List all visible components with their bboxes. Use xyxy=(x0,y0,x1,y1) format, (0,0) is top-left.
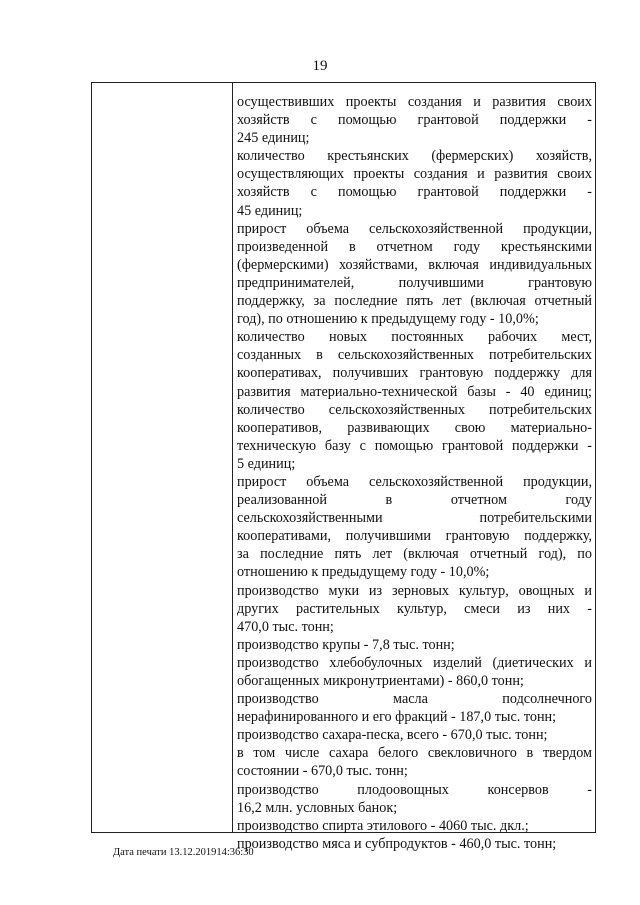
text-line: производство сахара-песка, всего - 670,0 тыс. тонн; xyxy=(237,727,548,744)
text-line: количество сельскохозяйственных потребительских xyxy=(237,401,592,418)
text-line: производство масла подсолнечного xyxy=(237,691,592,708)
text-line: 470,0 тыс. тонн; xyxy=(237,618,334,635)
text-line: производство крупы - 7,8 тыс. тонн; xyxy=(237,636,455,653)
text-line: в том числе сахара белого свекловичного в твердом xyxy=(237,745,592,762)
text-line: за последние пять лет (включая отчетный год), по xyxy=(237,546,592,563)
text-line: обогащенных микронутриентами) - 860,0 тонн; xyxy=(237,673,524,689)
text-line: производство муки из зерновых культур, овощных и xyxy=(237,582,592,599)
text-line: предпринимателей, получившими грантовую xyxy=(237,274,592,291)
indicators-text-cell xyxy=(237,93,592,853)
text-line: прирост объема сельскохозяйственной продукции, xyxy=(237,473,592,490)
text-line: (фермерскими) хозяйствами, включая индивидуальных xyxy=(237,256,592,273)
text-line: 16,2 млн. условных банок; xyxy=(237,799,398,816)
column-divider xyxy=(232,83,233,832)
text-line: год), по отношению к предыдущему году - 10,0%; xyxy=(237,311,539,328)
text-line: осуществляющих проекты создания и развития своих xyxy=(237,166,592,183)
text-line: кооперативов, развивающих свою материально- xyxy=(237,419,592,436)
text-line: хозяйств с помощью грантовой поддержки - xyxy=(237,184,592,201)
text-line: кооперативами, получившими грантовую поддержку, xyxy=(237,528,592,545)
text-line: хозяйств с помощью грантовой поддержки - xyxy=(237,112,592,129)
text-line: количество новых постоянных рабочих мест, xyxy=(237,329,592,346)
text-line: 5 единиц; xyxy=(237,455,296,472)
text-line: техническую базу с помощью грантовой поддержки - xyxy=(237,437,592,454)
text-line: производство спирта этилового - 4060 тыс. дкл.; xyxy=(237,817,529,834)
page-number: 19 xyxy=(312,58,328,74)
text-line: произведенной в отчетном году крестьянскими xyxy=(237,238,592,255)
text-line: сельскохозяйственными потребительскими xyxy=(237,510,592,527)
text-line: производство мяса и субпродуктов - 460,0 тыс. тонн; xyxy=(237,835,557,852)
text-line: поддержку, за последние пять лет (включая отчетный xyxy=(237,293,592,310)
text-line: осуществивших проекты создания и развития своих xyxy=(237,94,592,110)
text-line: количество крестьянских (фермерских) хозяйств, xyxy=(237,148,592,165)
text-line: прирост объема сельскохозяйственной продукции, xyxy=(237,220,592,237)
text-line: других растительных культур, смеси из них - xyxy=(237,600,592,617)
text-line: производство хлебобулочных изделий (диетических и xyxy=(237,654,592,671)
text-line: реализованной в отчетном году xyxy=(237,492,592,509)
text-line: отношению к предыдущему году - 10,0%; xyxy=(237,564,490,581)
text-line: развития материально-технической базы - 40 единиц; xyxy=(237,383,592,400)
text-line: кооперативах, получивших грантовую поддержку для xyxy=(237,365,592,382)
document-table xyxy=(91,82,596,852)
text-line: производство плодоовощных консервов - xyxy=(237,781,592,798)
text-line: созданных в сельскохозяйственных потребительских xyxy=(237,347,592,364)
text-line: состоянии - 670,0 тыс. тонн; xyxy=(237,763,408,780)
print-date: Дата печати 13.12.201914:36:30 xyxy=(113,847,254,858)
text-line: 45 единиц; xyxy=(237,202,303,219)
text-line: 245 единиц; xyxy=(237,130,310,147)
text-line: нерафинированного и его фракций - 187,0 тыс. тонн; xyxy=(237,709,557,726)
